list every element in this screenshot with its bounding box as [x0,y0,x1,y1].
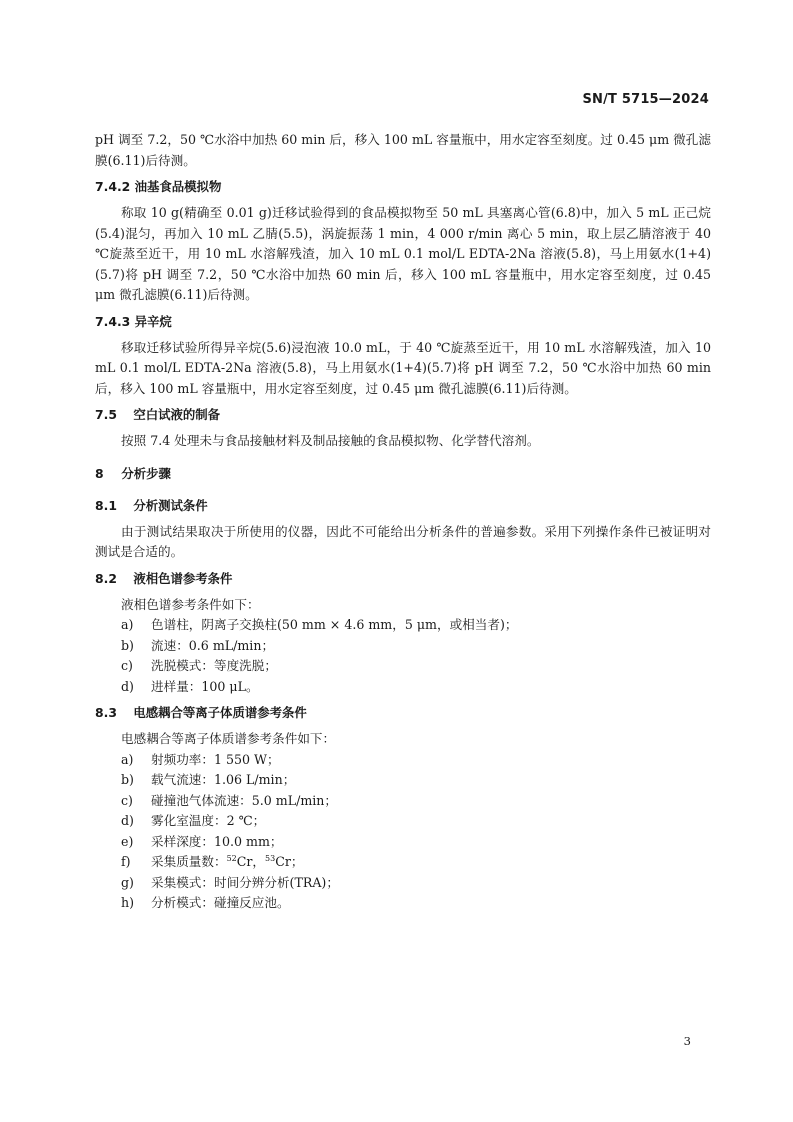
isotope-element: Cr； [275,854,304,869]
section-heading-8-3 [95,703,711,723]
list-marker: a) [121,617,134,632]
list-marker: g) [121,874,134,890]
paragraph-7-4-2: 称取 10 g(精确至 0.01 g)迁移试验得到的食品模拟物至 50 mL 具塞离心管(6.8)中，加入 5 mL 正己烷(5.4)混匀，再加入 10 mL 乙腈(5.5)，涡旋振荡 1 min，4 000 r/min 离心 5 min，取上层乙腈溶液于 40 ℃旋蒸至近干，用 10 mL 水溶解残渣，加入 10 mL 0.1 mol/L EDTA-2Na 溶液(5.8)，马上用氨水(1+4)(5.7)将 pH 调至 7.2，50 ℃水浴中加热 60 min 后，移入 100 mL 容量瓶中，用水定容至刻度，过 0.45 μm 微孔滤膜(6.11)后待测。 [95,205,711,302]
list-item [95,677,711,698]
list-item-text: 流速：0.6 mL/min； [151,637,275,653]
list-item [95,811,711,832]
section-heading-7-4-3 [95,312,711,332]
lc-conditions-list [95,615,711,697]
section-title: 分析步骤 [121,465,171,481]
standard-code: SN/T 5715—2024 [582,92,709,107]
section-heading-7-5 [95,405,711,425]
paragraph-7-5: 按照 7.4 处理未与食品接触材料及制品接触的食品模拟物、化学替代溶剂。 [121,433,540,448]
list-item-text: 射频功率：1 550 W； [151,751,280,767]
list-item-text-prefix: 采集质量数： [151,854,227,869]
list-item [95,750,711,771]
list-marker: e) [121,833,134,849]
list-marker: a) [121,751,134,767]
list-item-text: 雾化室温度：2 ℃； [151,813,266,828]
section-heading-8-2 [95,569,711,589]
list-marker: d) [121,678,134,694]
list-marker: c) [121,792,133,808]
section-number: 8.3 [95,705,117,720]
list-item [95,832,711,853]
section-heading-8-1 [95,496,711,516]
list-item [95,893,711,914]
isotope-mass-52: 52 [226,853,237,863]
list-item-text: 色谱柱，阴离子交换柱(50 mm × 4.6 mm，5 μm，或相当者)； [151,617,518,632]
section-title: 电感耦合等离子体质谱参考条件 [133,705,307,720]
list-item-text: 洗脱模式：等度洗脱； [151,658,277,673]
list-item [95,791,711,812]
list-item [95,656,711,677]
section-title: 空白试液的制备 [133,407,221,422]
list-marker: c) [121,658,133,673]
list-marker: h) [121,895,135,910]
list-marker: b) [121,637,134,653]
section-number: 7.5 [95,407,117,422]
list-item-text: 进样量：100 μL。 [151,678,259,694]
list-item [95,852,711,873]
list-item [95,770,711,791]
section-number: 7.4.2 [95,179,131,194]
section-heading-8 [95,464,711,484]
section-title: 油基食品模拟物 [134,179,222,194]
section-number: 7.4.3 [95,313,131,329]
section-title: 液相色谱参考条件 [133,570,233,586]
paragraph-7-4-3: 移取迁移试验所得异辛烷(5.6)浸泡液 10.0 mL，于 40 ℃旋蒸至近干，用 10 mL 水溶解残渣，加入 10 mL 0.1 mol/L EDTA-2Na 溶液(5.8)，马上用氨水(1+4)(5.7)将 pH 调至 7.2，50 ℃水浴中加热 60 min 后，移入 100 mL 容量瓶中，用水定容至刻度，过 0.45 μm 微孔滤膜(6.11)后待测。 [95,339,711,396]
paragraph-8-3-intro: 电感耦合等离子体质谱参考条件如下： [121,731,336,746]
list-item-text: 采集模式：时间分辨分析(TRA)； [151,874,339,890]
page-content [95,130,711,914]
list-item-text: 采样深度：10.0 mm； [151,833,283,849]
paragraph-continuation: pH 调至 7.2，50 ℃水浴中加热 60 min 后，移入 100 mL 容量瓶中，用水定容至刻度。过 0.45 μm 微孔滤膜(6.11)后待测。 [95,132,711,168]
section-number: 8.2 [95,570,117,586]
list-item-text: 载气流速：1.06 L/min； [151,772,296,787]
section-title: 分析测试条件 [133,497,208,513]
section-number: 8 [95,465,104,481]
isotope-element: Cr， [236,854,265,869]
section-heading-7-4-2 [95,177,711,197]
paragraph-8-2-intro: 液相色谱参考条件如下： [121,596,260,612]
list-item [95,615,711,636]
list-marker: d) [121,813,134,828]
icpms-conditions-list [95,750,711,914]
list-item [95,636,711,657]
list-marker: b) [121,772,134,787]
list-item-text: 碰撞池气体流速：5.0 mL/min； [151,792,338,808]
section-number: 8.1 [95,497,117,513]
page-number: 3 [683,1034,691,1048]
list-item [95,873,711,894]
isotope-mass-53: 53 [265,853,276,863]
list-marker: f) [121,854,131,869]
list-item-text: 分析模式：碰撞反应池。 [151,895,290,910]
section-title: 异辛烷 [134,313,172,329]
paragraph-8-1: 由于测试结果取决于所使用的仪器，因此不可能给出分析条件的普遍参数。采用下列操作条件已被证明对测试是合适的。 [95,523,711,559]
